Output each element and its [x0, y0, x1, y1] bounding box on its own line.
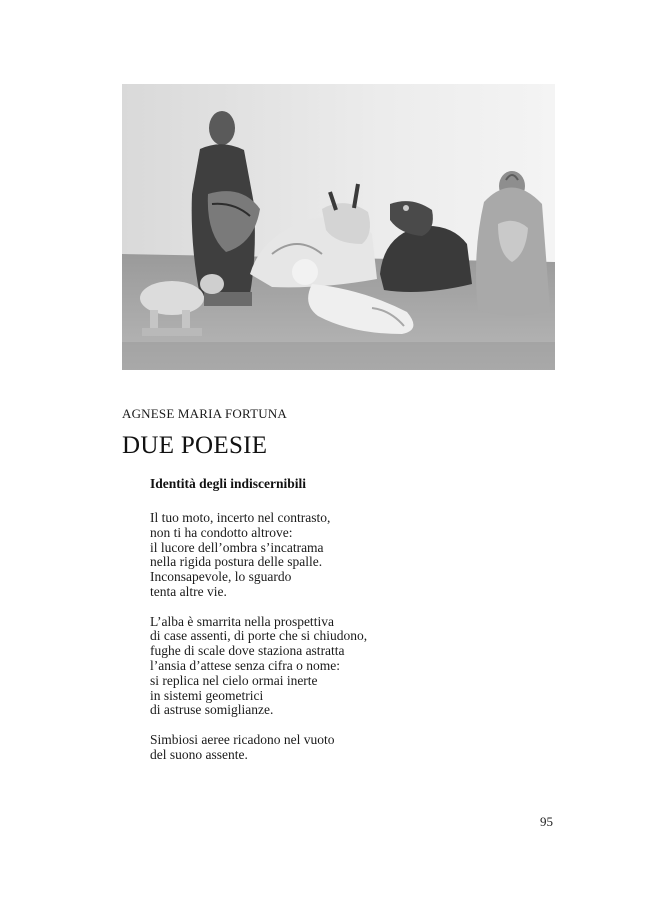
- poem-body: [150, 511, 367, 763]
- poem-line: di case assenti, di porte che si chiudono,: [150, 628, 368, 644]
- poem-line: Il tuo moto, incerto nel contrasto,: [150, 510, 331, 525]
- poem-line: il lucore dell’ombra s’incatrama: [150, 539, 324, 555]
- poem-title: Identità degli indiscernibili: [150, 476, 307, 491]
- poem-line: Simbiosi aeree ricadono nel vuoto: [150, 731, 335, 747]
- poem-line: di astruse somiglianze.: [150, 702, 274, 718]
- poem-line: si replica nel cielo ormai inerte: [150, 672, 318, 688]
- poem-line: in sistemi geometrici: [150, 687, 264, 703]
- poem-line: non ti ha condotto altrove:: [150, 524, 293, 540]
- poem-line: L’alba è smarrita nella prospettiva: [150, 613, 334, 629]
- poem-line: l’ansia d’attese senza cifra o nome:: [150, 657, 341, 673]
- poem-line: Inconsapevole, lo sguardo: [150, 569, 292, 585]
- author-name: AGNESE MARIA FORTUNA: [122, 406, 288, 421]
- stanza: [150, 511, 367, 600]
- page-number: 95: [540, 814, 553, 829]
- poem-line: del suono assente.: [150, 746, 248, 762]
- stanza: [150, 733, 367, 763]
- poem-line: nella rigida postura delle spalle.: [150, 554, 323, 570]
- page-title: DUE POESIE: [122, 432, 268, 459]
- poem-line: fughe di scale dove staziona astratta: [150, 643, 345, 659]
- poem-line: tenta altre vie.: [150, 583, 227, 599]
- stanza: [150, 615, 367, 719]
- nativity-figurines-photo: [122, 84, 555, 370]
- nativity-figurines-illustration: [122, 84, 555, 370]
